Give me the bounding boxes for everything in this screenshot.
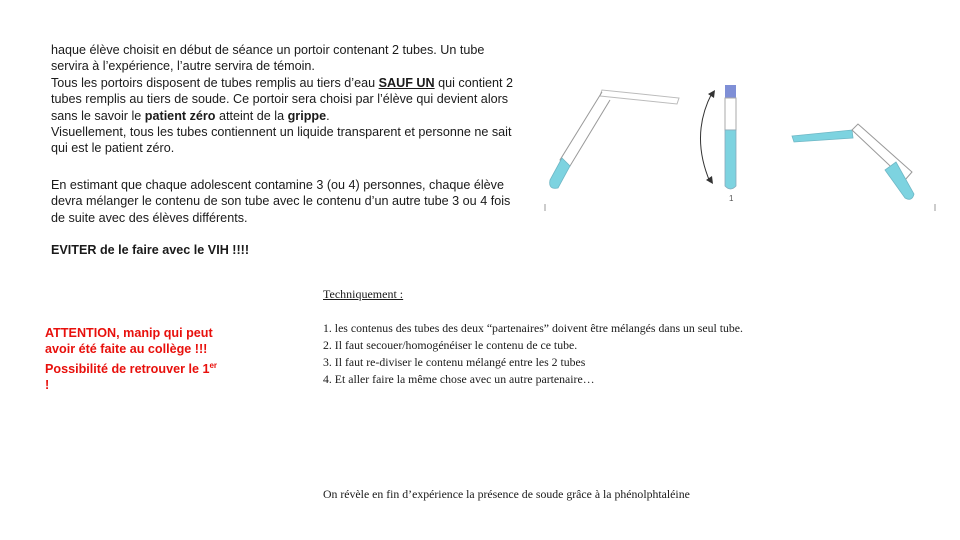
attention-note bbox=[45, 325, 220, 394]
intro-line-2c: atteint de la bbox=[215, 108, 288, 123]
attention-text: ATTENTION, manip qui peut avoir été faite au collège !!! Possibilité de retrouver le 1 bbox=[45, 326, 213, 376]
spread-paragraph: En estimant que chaque adolescent contamine 3 (ou 4) personnes, chaque élève devra mélanger le contenu de son tube avec le contenu d’un autre tube 3 ou 4 fois de suite avec des élèves différents. bbox=[51, 178, 511, 225]
mixing-arrow bbox=[700, 90, 715, 184]
step-1: 1. les contenus des tubes des deux “partenaires” doivent être mélangés dans un seul tube. bbox=[323, 321, 743, 335]
attention-sup: er bbox=[209, 360, 218, 370]
svg-text:1: 1 bbox=[729, 194, 734, 203]
grippe-emphasis: grippe bbox=[287, 108, 327, 123]
step-4: 4. Et aller faire la même chose avec un autre partenaire… bbox=[323, 372, 595, 386]
vih-warning: EVITER de le faire avec le VIH !!!! bbox=[51, 243, 250, 257]
intro-line-2a: Tous les portoirs disposent de tubes remplis au tiers d’eau bbox=[51, 75, 379, 90]
intro-line-2d: . bbox=[326, 108, 330, 123]
sauf-un-emphasis: SAUF UN bbox=[378, 75, 435, 90]
upright-tube bbox=[725, 85, 736, 203]
intro-line-1: haque élève choisit en début de séance un portoir contenant 2 tubes. Un tube servira à l’expérience, l’autre servira de témoin. bbox=[51, 43, 485, 74]
intro-line-2b: qui contient 2 tubes remplis au tiers de soude. Ce portoir sera choisi par l’élève qui devient alors sans le savoir le bbox=[51, 75, 514, 123]
left-tilted-tube bbox=[545, 90, 679, 211]
technique-steps bbox=[323, 320, 743, 388]
step-3: 3. Il faut re-diviser le contenu mélangé entre les 2 tubes bbox=[323, 355, 586, 369]
intro-line-3: Visuellement, tous les tubes contiennent un liquide transparent et personne ne sait qui est le patient zéro. bbox=[51, 125, 512, 156]
attention-end: ! bbox=[45, 378, 50, 393]
right-tilted-tube bbox=[792, 124, 935, 211]
footer-note: On révèle en fin d’expérience la présence de soude grâce à la phénolphtaléine bbox=[323, 487, 690, 501]
tube-mixing-illustration bbox=[540, 80, 950, 215]
intro-paragraph bbox=[51, 42, 521, 157]
technique-title: Techniquement : bbox=[323, 287, 404, 301]
patient-zero-emphasis: patient zéro bbox=[144, 108, 216, 123]
step-2: 2. Il faut secouer/homogénéiser le contenu de ce tube. bbox=[323, 338, 578, 352]
